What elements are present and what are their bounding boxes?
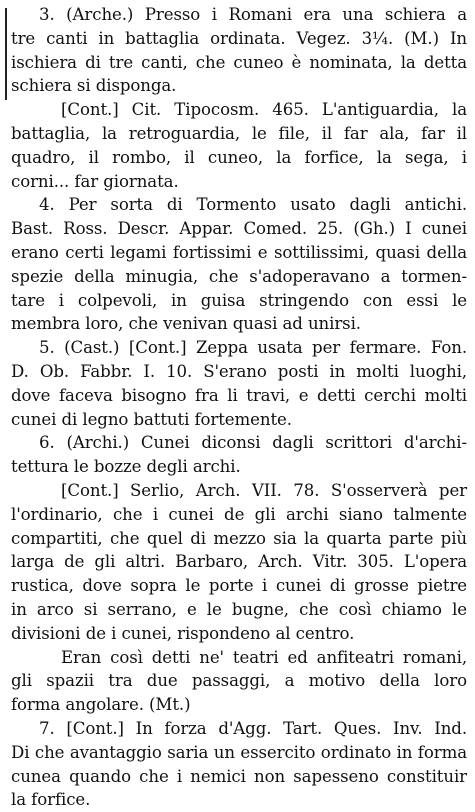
text-line: D. Ob. Fabbr. I. 10. S'erano posti in molti luoghi, xyxy=(11,361,467,381)
text-line: Bast. Ross. Descr. Appar. Comed. 25. (Gh.) I cunei xyxy=(11,219,467,239)
entry-text xyxy=(11,3,467,812)
text-line: gli spazii tra due passaggi, a motivo della loro xyxy=(11,671,467,691)
text-line: dove faceva bisogno fra li travi, e detti cerchi molti xyxy=(11,385,467,405)
text-line: [Cont.] Cit. Tipocosm. 465. L'antiguardia, la xyxy=(61,100,467,120)
text-line: spezie della minugia, che s'adoperavano a tormen- xyxy=(11,266,467,286)
text-line: rustica, dove sopra le porte i cunei di grosse pietre xyxy=(11,576,467,596)
margin-bar xyxy=(5,8,7,100)
text-line: erano certi legami fortissimi e sottilissimi, quasi della xyxy=(11,242,467,262)
text-line: 7. [Cont.] In forza d'Agg. Tart. Ques. Inv. Ind. xyxy=(39,718,467,738)
text-line: Di che avantaggio saria un essercito ordinato in forma xyxy=(11,742,467,762)
text-line: tare i colpevoli, in guisa stringendo con essi le xyxy=(11,290,467,310)
text-line: ischiera di tre canti, che cuneo è nominata, la detta xyxy=(11,52,467,72)
text-line: cunea quando che i nemici non sapesseno constituir xyxy=(11,766,467,786)
text-line: tre canti in battaglia ordinata. Vegez. 3¼. (M.) In xyxy=(11,28,467,48)
text-line: battaglia, la retroguardia, le file, il far ala, far il xyxy=(11,123,467,143)
text-line: 5. (Cast.) [Cont.] Zeppa usata per fermare. Fon. xyxy=(39,338,467,358)
text-line: 3. (Arche.) Presso i Romani era una schiera a xyxy=(39,5,467,24)
text-line: 4. Per sorta di Tormento usato dagli antichi. xyxy=(39,195,467,215)
text-line: quadro, il rombo, il cuneo, la forfice, la sega, i xyxy=(11,147,467,167)
text-line: 6. (Archi.) Cunei diconsi dagli scrittori d'archi- xyxy=(39,433,467,453)
text-line: membra loro, che venivan quasi ad unirsi. xyxy=(11,314,361,334)
text-line: larga de gli altri. Barbaro, Arch. Vitr. 305. L'opera xyxy=(11,552,467,572)
text-line: in arco si serrano, e le bugne, che così chiamo le xyxy=(11,599,467,619)
text-line: [Cont.] Serlio, Arch. VII. 78. S'osserverà per xyxy=(61,480,467,500)
text-line: corni... far giornata. xyxy=(11,171,179,191)
text-line: cunei di legno battuti fortemente. xyxy=(11,409,292,429)
text-line: schiera si disponga. xyxy=(11,76,177,96)
text-line: compartiti, che quel di mezzo sia la quarta parte più xyxy=(11,528,467,548)
text-line: l'ordinario, che i cunei de gli archi siano talmente xyxy=(11,504,467,524)
text-line: la forfice. xyxy=(11,790,91,810)
text-line: tettura le bozze degli archi. xyxy=(11,457,241,477)
text-line: forma angolare. (Mt.) xyxy=(11,695,191,715)
text-line: divisioni de i cunei, rispondeno al centro. xyxy=(11,623,355,643)
text-line: Eran così detti ne' teatri ed anfiteatri romani, xyxy=(61,647,467,667)
